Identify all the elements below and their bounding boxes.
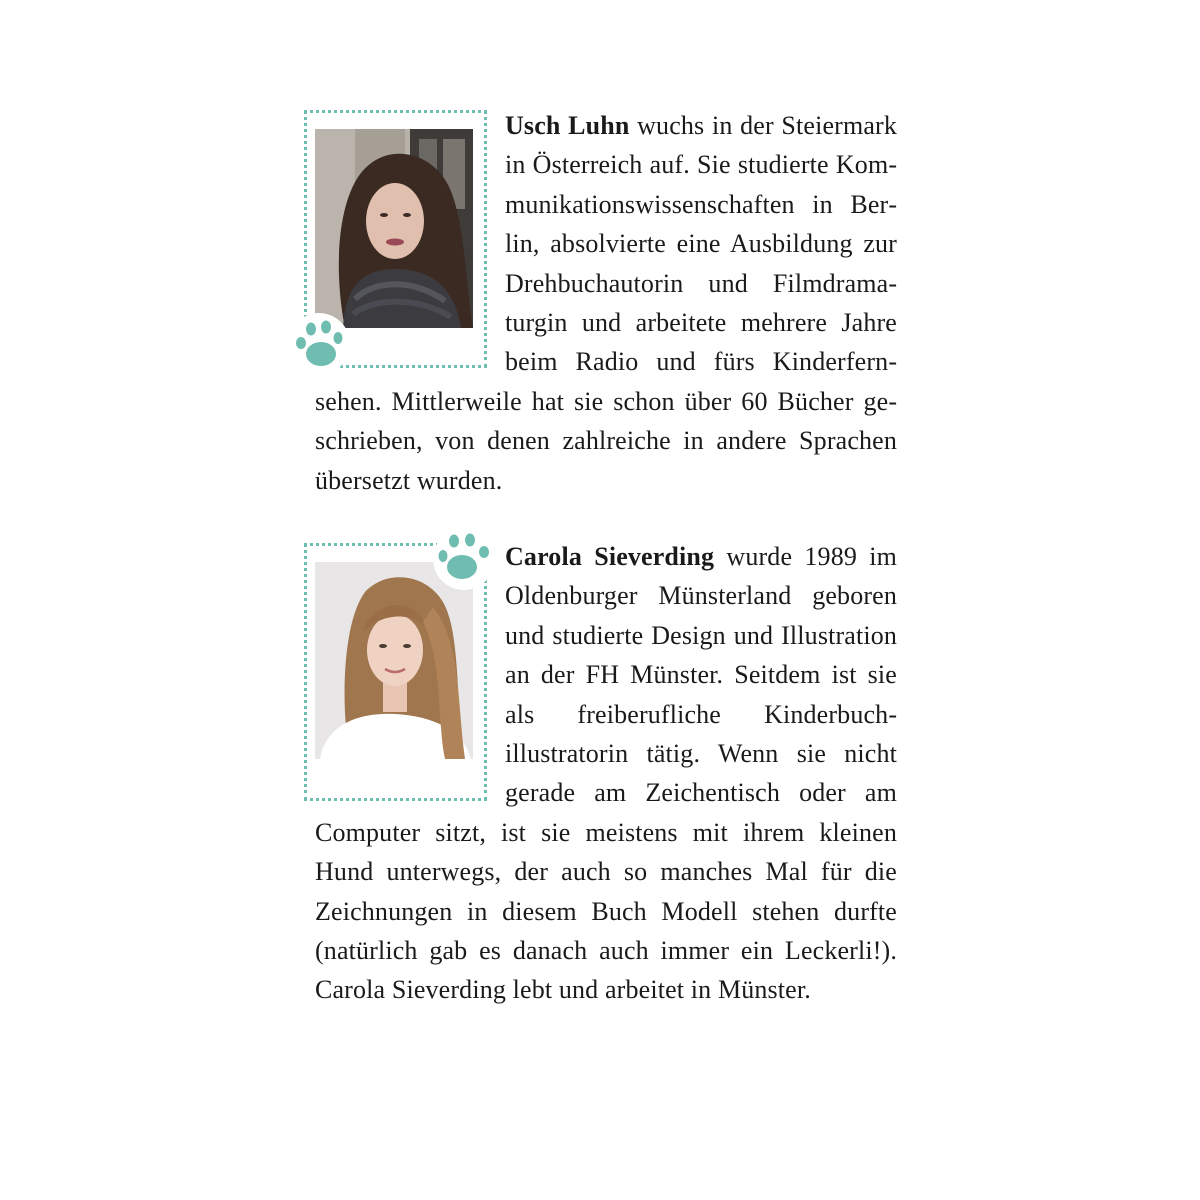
author-bio: wuchs in der Steiermark in Österreich auf. Sie studierte Kommunikationswissenschaften in Berlin, absolvierte eine Ausbildung zur Drehbuchautorin und Filmdramaturgin und arbeitete mehrere Jahre beim Radio und fürs Kinderfernsehen. Mittlerweile hat sie schon über 60 Bücher geschrieben, von denen zahlreiche in andere Sprachen übersetzt wurden. [315, 111, 897, 495]
author-name: Carola Sieverding [505, 542, 715, 571]
bio-carola-sieverding [315, 537, 897, 1010]
author-name: Usch Luhn [505, 111, 630, 140]
bio-usch-luhn [315, 106, 897, 500]
author-bio: wurde 1989 im Oldenburger Münsterland geboren und studierte Design und Illustration an der FH Münster. Seitdem ist sie als freiberufliche Kinderbuchillustratorin tätig. Wenn sie nicht gerade am Zeichentisch oder am Computer sitzt, ist sie meistens mit ihrem kleinen Hund unterwegs, der auch so manches Mal für die Zeichnungen in diesem Buch Modell stehen durfte (natürlich gab es danach auch immer ein Leckerli!). Carola Sieverding lebt und arbeitet in Münster. [315, 542, 897, 1005]
